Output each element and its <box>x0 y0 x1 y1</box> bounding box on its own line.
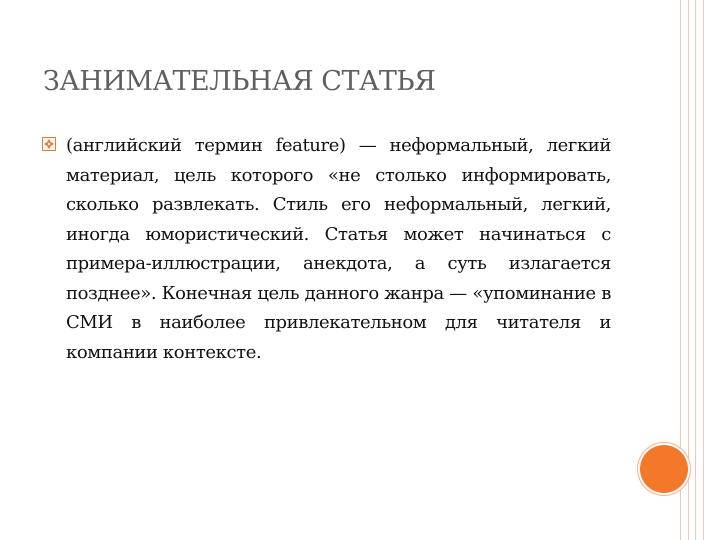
decorative-vertical-rule <box>688 0 689 540</box>
decorative-vertical-rule <box>703 0 704 540</box>
slide-title: ЗАНИМАТЕЛЬНАЯ СТАТЬЯ <box>43 66 436 97</box>
fleuron-bullet-icon <box>42 137 56 151</box>
bullet-text: (английский термин feature) — неформальный, легкий материал, цель которого «не столько информировать, сколько развлекать. Стиль его неформальный, легкий, иногда юмористический. Статья может начинаться с примера-иллюстрации, анекдота, а суть излагается позднее». Конечная цель данного жанра — «упоминание в СМИ в наиболее привлекательном для читателя и компании контексте. <box>66 135 611 363</box>
decorative-vertical-rule <box>695 0 696 540</box>
decorative-circle <box>640 445 688 493</box>
bullet-list-item <box>42 131 612 367</box>
